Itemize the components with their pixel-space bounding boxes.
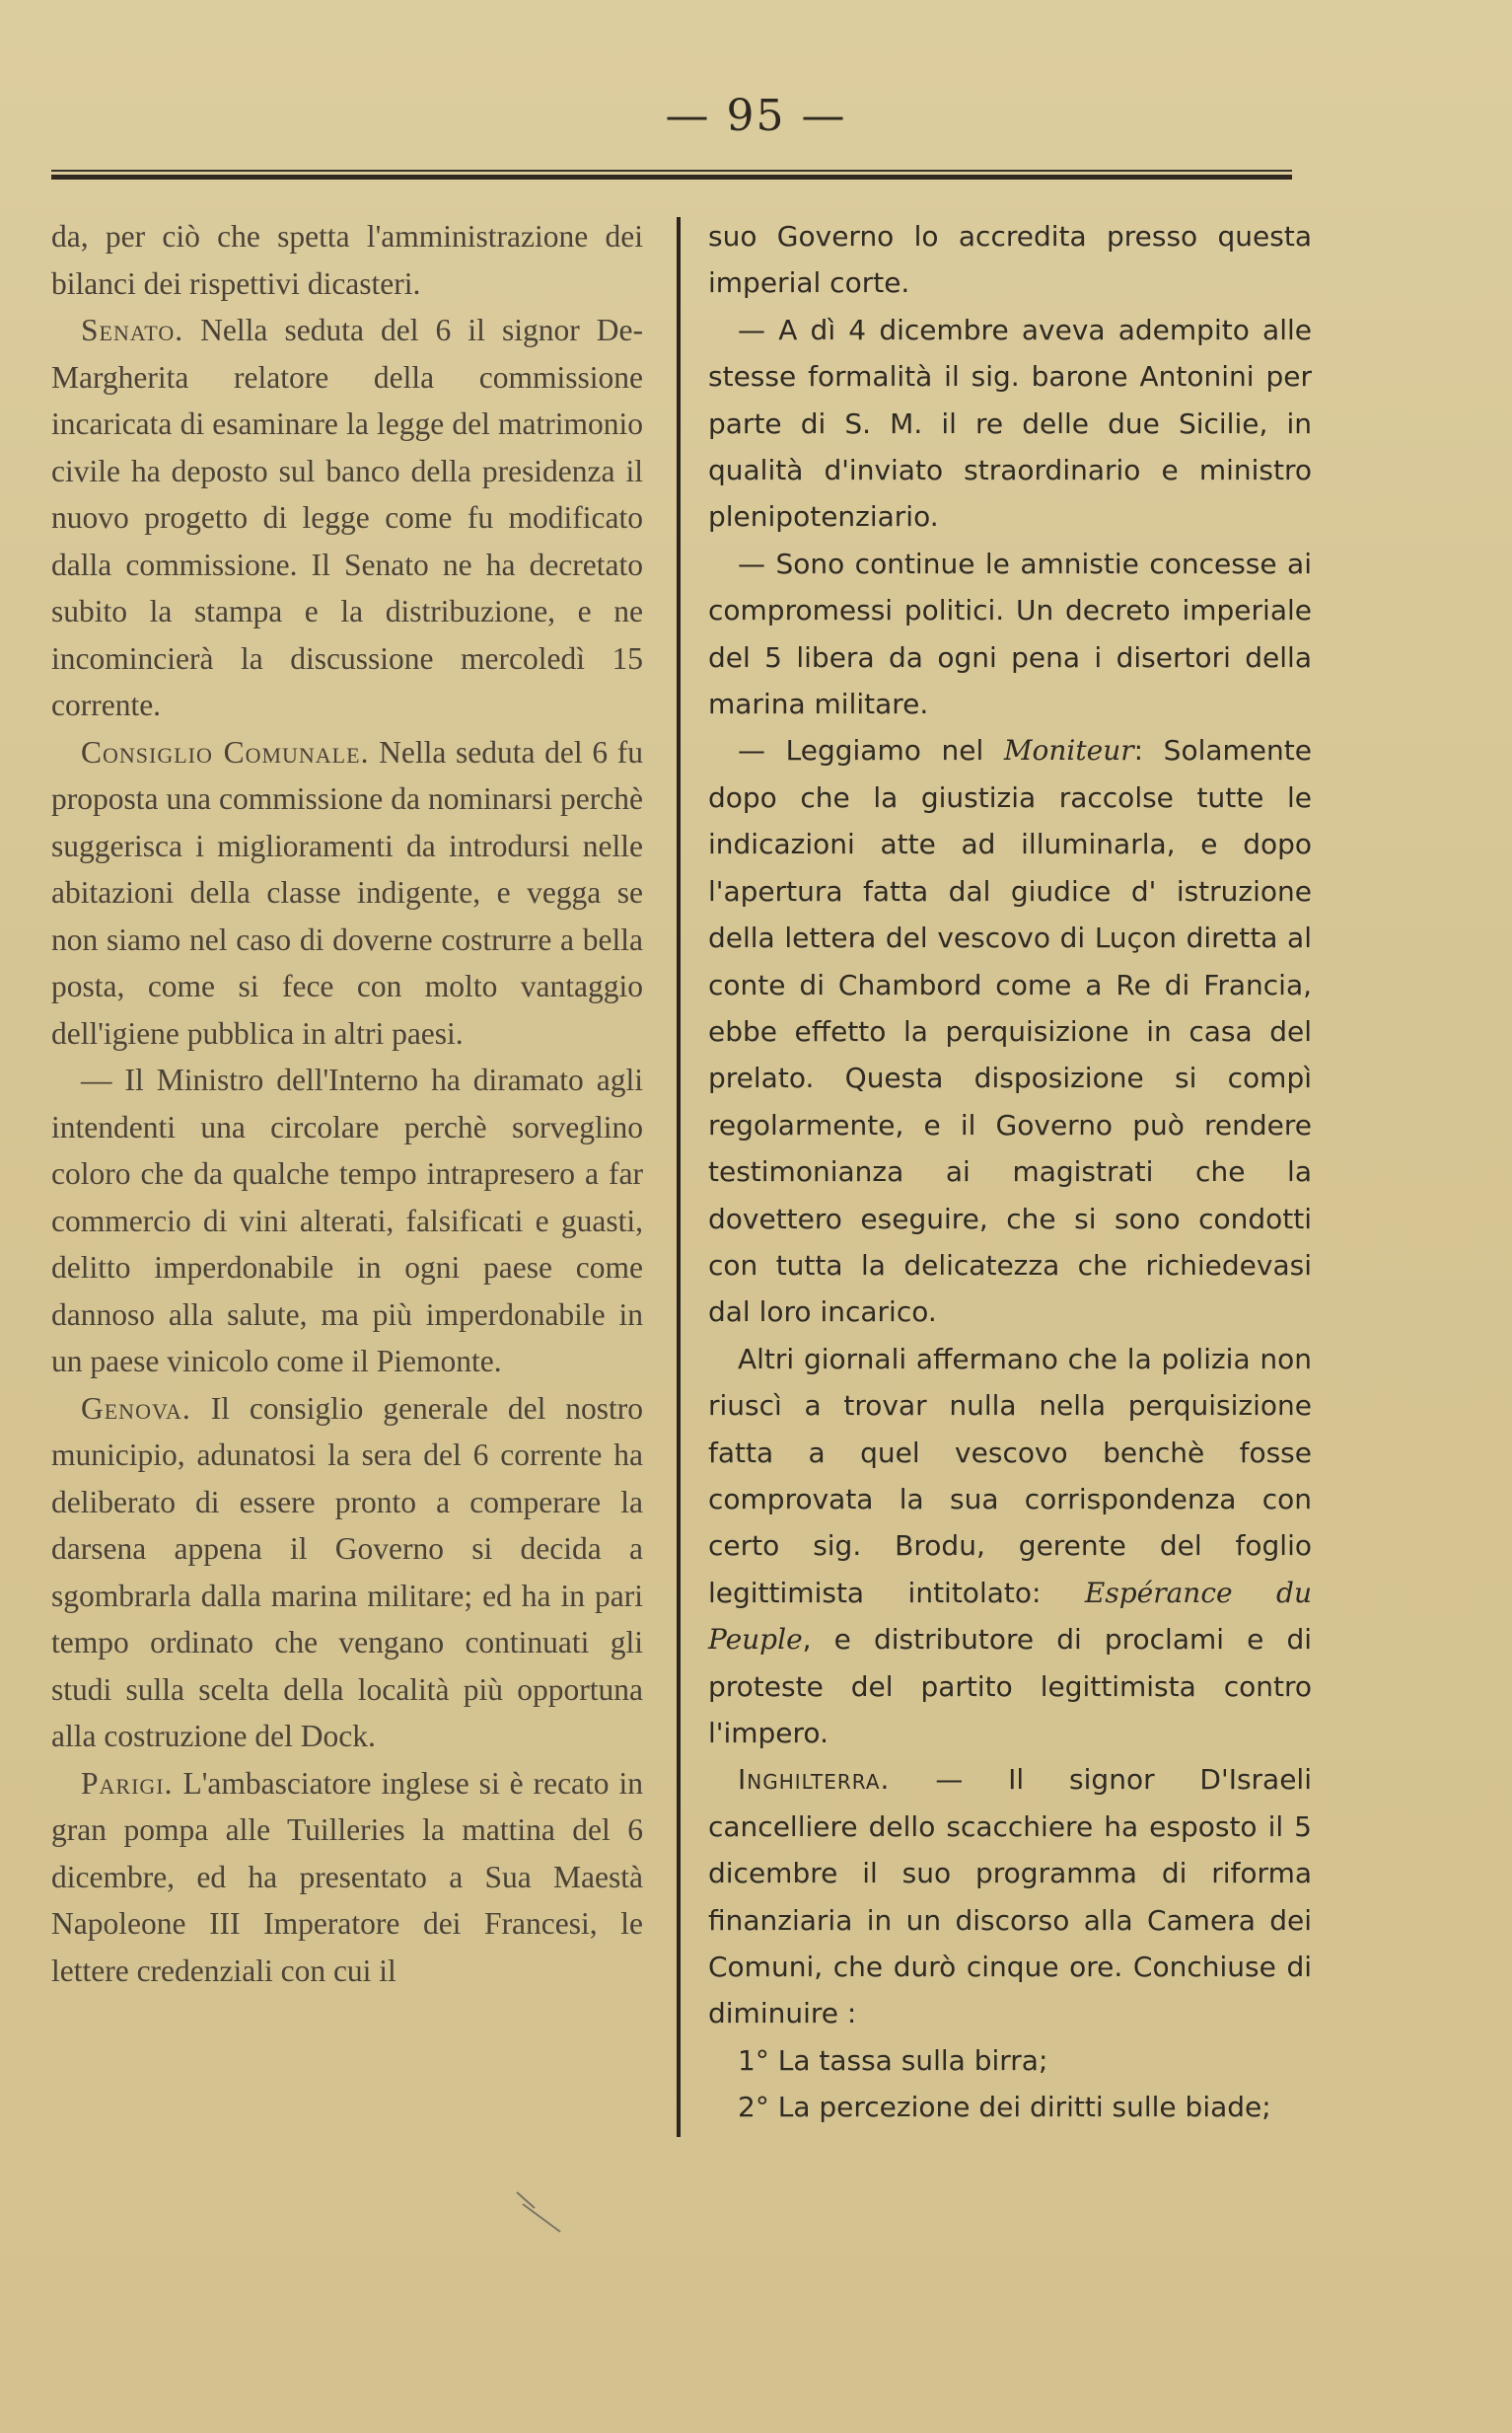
paragraph-text: , e distributore di proclami e di proteste del partito legittimista contro l'impero. bbox=[708, 1623, 1312, 1749]
header-rule bbox=[51, 170, 1292, 180]
paragraph-text: Nella seduta del 6 fu proposta una commissione da nominarsi perchè suggerisca i miglioramenti da introdursi nelle abitazioni della classe indigente, e vegga se non siamo nel caso di doverne costrurre a bella posta, come si fece con molto vantaggio dell'igiene pubblica in altri paesi. bbox=[51, 734, 643, 1051]
paragraph-text: : Solamente dopo che la giustizia raccolse tutte le indicazioni atte ad illuminarla, e dopo l'apertura fatta dal giudice d' istruzione della lettera del vescovo di Luçon diretta al conte di Chambord come a Re di Francia, ebbe effetto la perquisizione in casa del prelato. Questa disposizione si compì regolarmente, e il Governo può rendere testimonianza ai magistrati che la dovettero eseguire, che si sono condotti con tutta la delicatezza che richiedevasi dal loro incarico. bbox=[708, 734, 1312, 1329]
paragraph-text: 1° La tassa sulla birra; bbox=[738, 2043, 1048, 2077]
paragraph-senato bbox=[51, 307, 643, 729]
paragraph-text: Il consiglio generale del nostro municipio, adunatosi la sera del 6 corrente ha deliberato di essere pronto a comperare la darsena appena il Governo si decida a sgombrarla dalla marina militare; ed ha in pari tempo ordinato che vengano continuati gli studi sulla scelta della località più opportuna alla costruzione del Dock. bbox=[51, 1390, 643, 1753]
paragraph-parigi bbox=[51, 1760, 643, 1995]
column-divider bbox=[677, 217, 681, 2137]
section-lead: Inghilterra. bbox=[738, 1763, 891, 1797]
paragraph-text: — A dì 4 dicembre aveva adempito alle stesse formalità il sig. barone Antonini per parte di S. M. il re delle due Sicilie, in qualità d'inviato straordinario e ministro plenipotenziario. bbox=[708, 313, 1312, 534]
paragraph-text: suo Governo lo accredita presso questa imperial corte. bbox=[708, 220, 1312, 300]
list-item bbox=[708, 2037, 1312, 2084]
newspaper-title: Espérance du Peuple bbox=[708, 1576, 1313, 1657]
paragraph-consiglio bbox=[51, 729, 643, 1058]
paragraph-text: L'ambasciatore inglese si è recato in gran pompa alle Tuilleries la mattina del 6 dicembre, ed ha presentato a Sua Maestà Napoleone III Imperatore dei Francesi, le lettere credenziali con cui il bbox=[51, 1765, 643, 1988]
paragraph-text: 2° La percezione dei diritti sulle biade; bbox=[738, 2091, 1271, 2124]
paragraph-polizia bbox=[708, 1336, 1312, 1757]
list-item bbox=[708, 2084, 1312, 2130]
paragraph-genova bbox=[51, 1385, 643, 1760]
paragraph-text: Nella seduta del 6 il signor De-Margherita relatore della commissione incaricata di esaminare la legge del matrimonio civile ha deposto sul banco della presidenza il nuovo progetto di legge come fu modificato dalla commissione. Il Senato ne ha decretato subito la stampa e la distribuzione, e ne incomincierà la discussione mercoledì 15 corrente. bbox=[51, 313, 643, 722]
paragraph-text: — Sono continue le amnistie concesse ai compromessi politici. Un decreto imperiale del 5 libera da ogni pena i disertori della marina militare. bbox=[708, 547, 1312, 721]
paragraph bbox=[51, 213, 643, 307]
section-lead: Parigi. bbox=[81, 1765, 174, 1801]
right-column bbox=[708, 213, 1312, 2131]
paragraph-text: Altri giornali affermano che la polizia non riuscì a trovar nulla nella perquisizione fatta a quel vescovo benchè fosse comprovata la sua corrispondenza con certo sig. Brodu, gerente del foglio legittimista intitolato: bbox=[708, 1342, 1312, 1609]
paragraph-text: — Il signor D'Israeli cancelliere dello scacchiere ha esposto il 5 dicembre il suo programma di riforma finanziaria in un discorso alla Camera dei Comuni, che durò cinque ore. Conchiuse di diminuire : bbox=[708, 1763, 1312, 2030]
paragraph-antonini bbox=[708, 307, 1312, 541]
paragraph-text: — Leggiamo nel bbox=[738, 734, 1004, 768]
paragraph-amnistie bbox=[708, 541, 1312, 728]
section-lead: Senato. bbox=[81, 313, 184, 347]
section-lead: Consiglio Comunale. bbox=[81, 734, 370, 770]
paragraph-text: da, per ciò che spetta l'amministrazione dei bilanci dei rispettivi dicasteri. bbox=[51, 219, 643, 301]
paragraph-moniteur bbox=[708, 727, 1312, 1335]
newspaper-title: Moniteur bbox=[1003, 734, 1134, 768]
left-column bbox=[51, 213, 643, 1994]
page-number: — 95 — bbox=[665, 91, 847, 141]
ink-mark bbox=[513, 2188, 572, 2238]
section-lead: Genova. bbox=[81, 1390, 191, 1426]
paragraph bbox=[708, 213, 1312, 307]
paragraph-ministro bbox=[51, 1057, 643, 1385]
paragraph-inghilterra bbox=[708, 1756, 1312, 2036]
paragraph-text: — Il Ministro dell'Interno ha diramato agli intendenti una circolare perchè sorveglino coloro che da qualche tempo intrapresero a far commercio di vini alterati, falsificati e guasti, delitto imperdonabile in ogni paese come dannoso alla salute, ma più imperdonabile in un paese vinicolo come il Piemonte. bbox=[51, 1063, 643, 1378]
